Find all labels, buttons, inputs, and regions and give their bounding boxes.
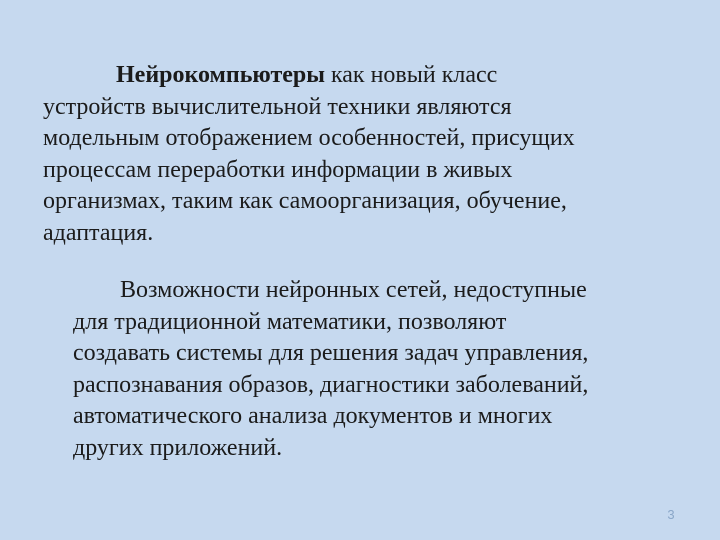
paragraph-neurocomputers (43, 60, 703, 249)
paragraph-line (43, 60, 703, 92)
paragraph-line: модельным отображением особенностей, присущих (43, 125, 575, 151)
paragraph-line: для традиционной математики, позволяют (73, 308, 507, 335)
paragraph-line: организмах, таким как самоорганизация, обучение, (43, 188, 567, 214)
page-number: 3 (667, 507, 675, 522)
paragraph-neural-network-capabilities (73, 275, 703, 464)
paragraph-line: создавать системы для решения задач управления, (73, 340, 589, 366)
paragraph-line: распознавания образов, диагностики заболеваний, (73, 371, 589, 398)
paragraph-text: как новый класс (324, 62, 498, 88)
paragraph-line: автоматического анализа документов и многих (73, 403, 553, 429)
paragraph-line: адаптация. (43, 219, 154, 246)
paragraph-line: устройств вычислительной техники являются (43, 93, 512, 120)
paragraph-line: Возможности нейронных сетей, недоступные (120, 277, 587, 303)
paragraph-line: процессам переработки информации в живых (43, 156, 513, 183)
paragraph-line: других приложений. (73, 434, 283, 461)
bold-term: Нейрокомпьютеры (116, 62, 325, 88)
